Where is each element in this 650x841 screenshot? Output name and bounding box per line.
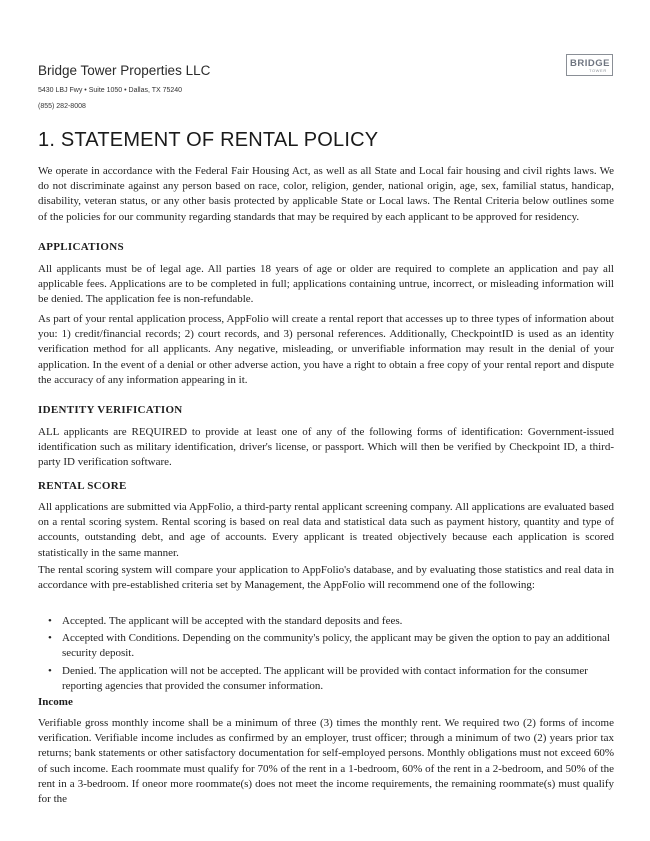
- logo-wordmark: BRIDGE: [570, 58, 610, 69]
- rental-score-heading: RENTAL SCORE: [38, 480, 127, 492]
- company-phone: (855) 282-8008: [38, 103, 86, 110]
- recommendation-list: [38, 614, 614, 696]
- identity-verification-heading: IDENTITY VERIFICATION: [38, 404, 183, 416]
- intro-paragraph: We operate in accordance with the Federal Fair Housing Act, as well as all State and Local fair housing and civil rights laws. We do not discriminate against any person based on race, color, religion, gender, national origin, age, sex, familial status, handicap, disability, veteran status, or any other basis protected by applicable State or Local laws. The Rental Criteria below outlines some of the policies for our community regarding standards that may be required by each applicant to be approved for residency.: [38, 165, 614, 223]
- applications-paragraph-2: As part of your rental application process, AppFolio will create a rental report that accesses up to three types of information about you: 1) credit/financial records; 2) court records, and 3) personal references. Additionally, CheckpointID is used as an identity verification method for all applicants. Any negative, misleading, or unverifiable information may result in the denial of your application. In the event of a denial or other adverse action, you have a right to obtain a free copy of your rental report and dispute the accuracy of any information appearing in it.: [38, 313, 614, 386]
- company-address: 5430 LBJ Fwy • Suite 1050 • Dallas, TX 75240: [38, 87, 183, 94]
- identity-verification-paragraph: ALL applicants are REQUIRED to provide at least one of any of the following forms of identification: Government-issued identification such as military identification, driver's license, or passport. Which will then be verified by Checkpoint ID, a third-party ID verification software.: [38, 426, 614, 469]
- bridge-tower-logo: [566, 54, 613, 76]
- applications-heading: APPLICATIONS: [38, 241, 124, 253]
- income-paragraph: Verifiable gross monthly income shall be a minimum of three (3) times the monthly rent. We required two (2) forms of income verification. Verifiable income includes as confirmed by an employer, trust officer; through a minimum of two (2) years prior tax returns; bank statements or other satisfactory documentation for self-employed persons. Monthly obligations must not exceed 60% of such income. Each roommate must qualify for 70% of the rent in a 1-bedroom, 60% of the rent in a 2-bedroom, and 50% of the rent in a 3-bedroom. If oneor more roommate(s) does not meet the income requirements, the remaining roommate(s) must qualify for the: [38, 717, 614, 806]
- list-item: • Denied. The application will not be accepted. The applicant will be provided with contact information for the consumer reporting agencies that provided the consumer information.: [38, 664, 614, 694]
- company-name: Bridge Tower Properties LLC: [38, 63, 211, 78]
- rental-score-paragraph-1: All applications are submitted via AppFolio, a third-party rental applicant screening company. All applications are evaluated based on a rental scoring system. Rental scoring is based on real data and statistical data such as payment history, quantity and type of accounts, outstanding debt, and age of accounts. Every applicant is treated objectively because each application is scored statistically in the same manner.: [38, 501, 614, 559]
- rental-score-paragraph-2: The rental scoring system will compare your application to AppFolio's database, and by evaluating those statistics and real data in accordance with pre-established criteria set by Management, the AppFolio will recommend one of the following:: [38, 564, 614, 592]
- income-heading: Income: [38, 696, 73, 708]
- list-item: • Accepted with Conditions. Depending on the community's policy, the applicant may be given the option to pay an additional security deposit.: [38, 631, 614, 661]
- list-item: • Accepted. The applicant will be accepted with the standard deposits and fees.: [38, 614, 614, 629]
- applications-paragraph-1: All applicants must be of legal age. All parties 18 years of age or older are required to complete an application and pay all applicable fees. Applications are to be completed in full; applications containing untrue, incorrect, or misleading information will be denied. The application fee is non-refundable.: [38, 263, 614, 306]
- document-title: 1. STATEMENT OF RENTAL POLICY: [38, 129, 379, 151]
- logo-subtext: TOWER: [589, 68, 607, 73]
